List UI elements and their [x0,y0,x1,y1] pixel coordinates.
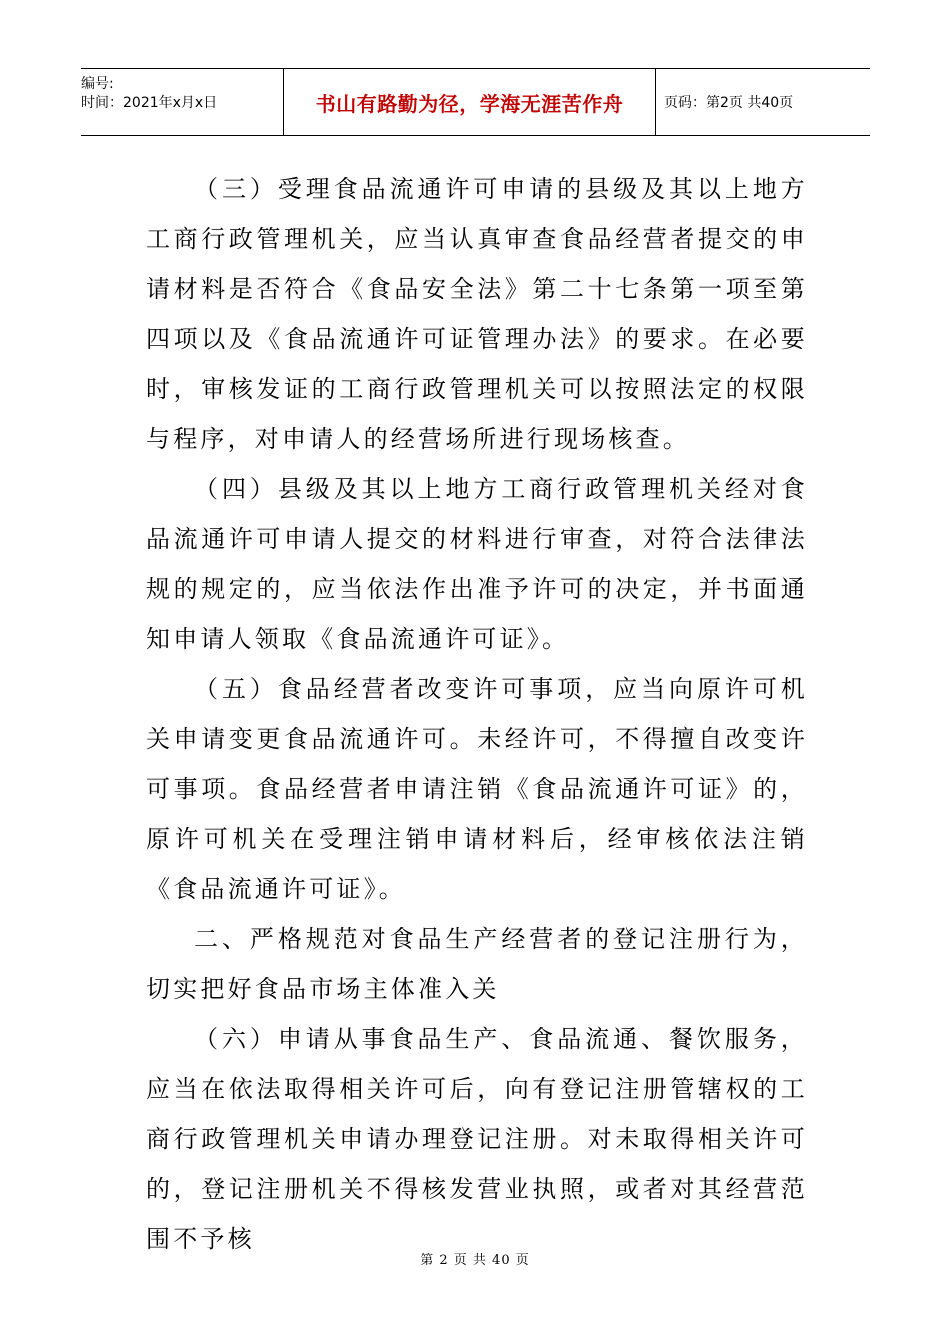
paragraph-4: （四）县级及其以上地方工商行政管理机关经对食品流通许可申请人提交的材料进行审查，对符合法律法规的规定的，应当依法作出准予许可的决定，并书面通知申请人领取《食品流通许可证》。 [146,475,808,653]
section-heading-2: 二、严格规范对食品生产经营者的登记注册行为，切实把好食品市场主体准入关 [146,925,808,1003]
document-time-label: 时间：2021年x月x日 [81,95,218,111]
document-body [146,164,808,1264]
paragraph-6: （六）申请从事食品生产、食品流通、餐饮服务，应当在依法取得相关许可后，向有登记注册管辖权的工商行政管理机关申请办理登记注册。对未取得相关许可的，登记注册机关不得核发营业执照，或者对其经营范围不予核 [146,1025,808,1253]
header-motto: 书山有路勤为径，学海无涯苦作舟 [315,91,624,116]
paragraph-3: （三）受理食品流通许可申请的县级及其以上地方工商行政管理机关，应当认真审查食品经营者提交的申请材料是否符合《食品安全法》第二十七条第一项至第四项以及《食品流通许可证管理办法》的要求。在必要时，审核发证的工商行政管理机关可以按照法定的权限与程序，对申请人的经营场所进行现场核查。 [146,175,808,453]
header-meta [81,69,283,135]
page-header [81,68,870,136]
header-page-label: 页码：第2页 共40页 [664,95,794,111]
document-number-label: 编号: [81,76,114,92]
page-footer: 第 2 页 共 40 页 [420,1253,530,1268]
paragraph-5: （五）食品经营者改变许可事项，应当向原许可机关申请变更食品流通许可。未经许可，不得擅自改变许可事项。食品经营者申请注销《食品流通许可证》的，原许可机关在受理注销申请材料后，经审核依法注销《食品流通许可证》。 [146,675,808,903]
header-motto-cell [283,69,656,135]
header-page-cell [656,69,870,135]
